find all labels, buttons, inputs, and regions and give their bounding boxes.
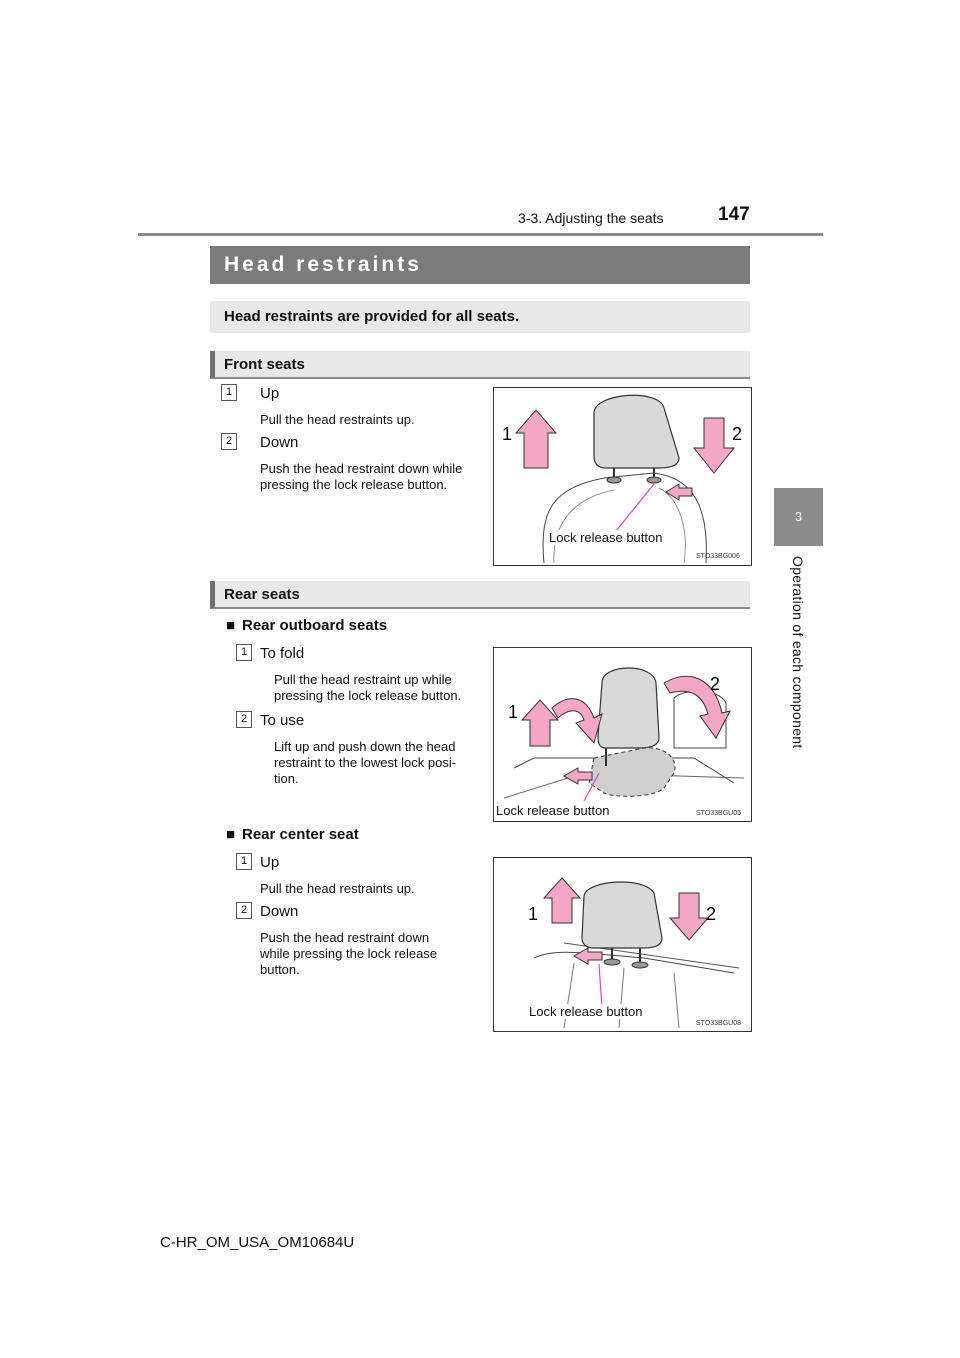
lock-release-label: Lock release button bbox=[549, 530, 663, 545]
step-desc: Pull the head restraints up. bbox=[260, 412, 415, 427]
arrow-down-icon bbox=[694, 418, 734, 473]
chapter-tab: 3 bbox=[774, 488, 823, 546]
figure-code: STO33BG006 bbox=[696, 553, 740, 560]
step-label-to-fold: To fold bbox=[260, 645, 305, 662]
step-desc-line: Lift up and push down the head bbox=[274, 739, 456, 754]
press-arrow-icon bbox=[666, 484, 692, 500]
callout-2: 2 bbox=[732, 424, 743, 444]
step-number-2: 2 bbox=[221, 433, 237, 450]
page-number: 147 bbox=[718, 204, 750, 225]
lock-release-label: Lock release button bbox=[529, 1004, 643, 1019]
step-desc-line: restraint to the lowest lock posi- bbox=[274, 755, 457, 770]
step-desc-line: Push the head restraint down bbox=[260, 930, 430, 945]
figure-code: STO33BGU05 bbox=[696, 810, 742, 817]
step-desc: Pull the head restraints up. bbox=[260, 881, 415, 896]
press-arrow-icon bbox=[574, 948, 602, 964]
rear-outboard-illustration bbox=[494, 648, 751, 821]
callout-1: 1 bbox=[528, 904, 539, 924]
step-desc-line: button. bbox=[260, 962, 300, 977]
intro-note: Head restraints are provided for all seats. bbox=[210, 301, 750, 333]
step-number-1: 1 bbox=[236, 644, 252, 661]
section-title: 3-3. Adjusting the seats bbox=[518, 210, 664, 226]
step-number-2: 2 bbox=[236, 711, 252, 728]
headrest-shape bbox=[594, 395, 679, 468]
lock-release-label: Lock release button bbox=[496, 803, 610, 818]
step-desc-line: pressing the lock release button. bbox=[274, 688, 462, 703]
step-number-2: 2 bbox=[236, 902, 252, 919]
callout-1: 1 bbox=[508, 702, 519, 722]
rear-seats-heading: Rear seats bbox=[210, 581, 750, 609]
header-rule bbox=[138, 233, 823, 236]
step-label-down: Down bbox=[260, 903, 299, 920]
chapter-title-vertical: Operation of each component bbox=[790, 556, 806, 749]
step-desc-line: Push the head restraint down while bbox=[260, 461, 463, 476]
arrow-up-icon bbox=[516, 410, 556, 468]
rear-outboard-subheading: Rear outboard seats bbox=[242, 617, 388, 634]
front-seats-heading: Front seats bbox=[210, 351, 750, 379]
rear-center-subheading: Rear center seat bbox=[242, 826, 359, 843]
step-desc-line: tion. bbox=[274, 771, 299, 786]
callout-2: 2 bbox=[710, 674, 721, 694]
step-label-to-use: To use bbox=[260, 712, 305, 729]
bullet-icon: ■ bbox=[226, 617, 236, 634]
callout-2: 2 bbox=[706, 904, 717, 924]
rear-center-figure bbox=[493, 857, 752, 1032]
headrest-shape bbox=[582, 882, 662, 948]
headrest-shape bbox=[598, 668, 659, 748]
arrow-up-icon bbox=[544, 878, 580, 923]
step-label-up: Up bbox=[260, 854, 280, 871]
step-label-down: Down bbox=[260, 434, 299, 451]
step-label-up: Up bbox=[260, 385, 280, 402]
bullet-icon: ■ bbox=[226, 826, 236, 843]
front-seat-figure bbox=[493, 387, 752, 566]
step-desc-line: Pull the head restraint up while bbox=[274, 672, 452, 687]
figure-code: STO33BGU08 bbox=[696, 1020, 742, 1027]
press-arrow-icon bbox=[564, 768, 592, 784]
rear-outboard-figure bbox=[493, 647, 752, 822]
step-desc-line: pressing the lock release button. bbox=[260, 477, 448, 492]
folded-headrest-shape bbox=[589, 748, 675, 797]
page-title: Head restraints bbox=[210, 246, 750, 284]
step-number-1: 1 bbox=[221, 384, 237, 401]
step-number-1: 1 bbox=[236, 853, 252, 870]
callout-1: 1 bbox=[502, 424, 513, 444]
arrow-rotate-down-icon bbox=[552, 699, 602, 743]
step-desc-line: while pressing the lock release bbox=[260, 946, 438, 961]
document-code: C-HR_OM_USA_OM10684U bbox=[160, 1234, 355, 1251]
arrow-down-icon bbox=[670, 893, 708, 940]
